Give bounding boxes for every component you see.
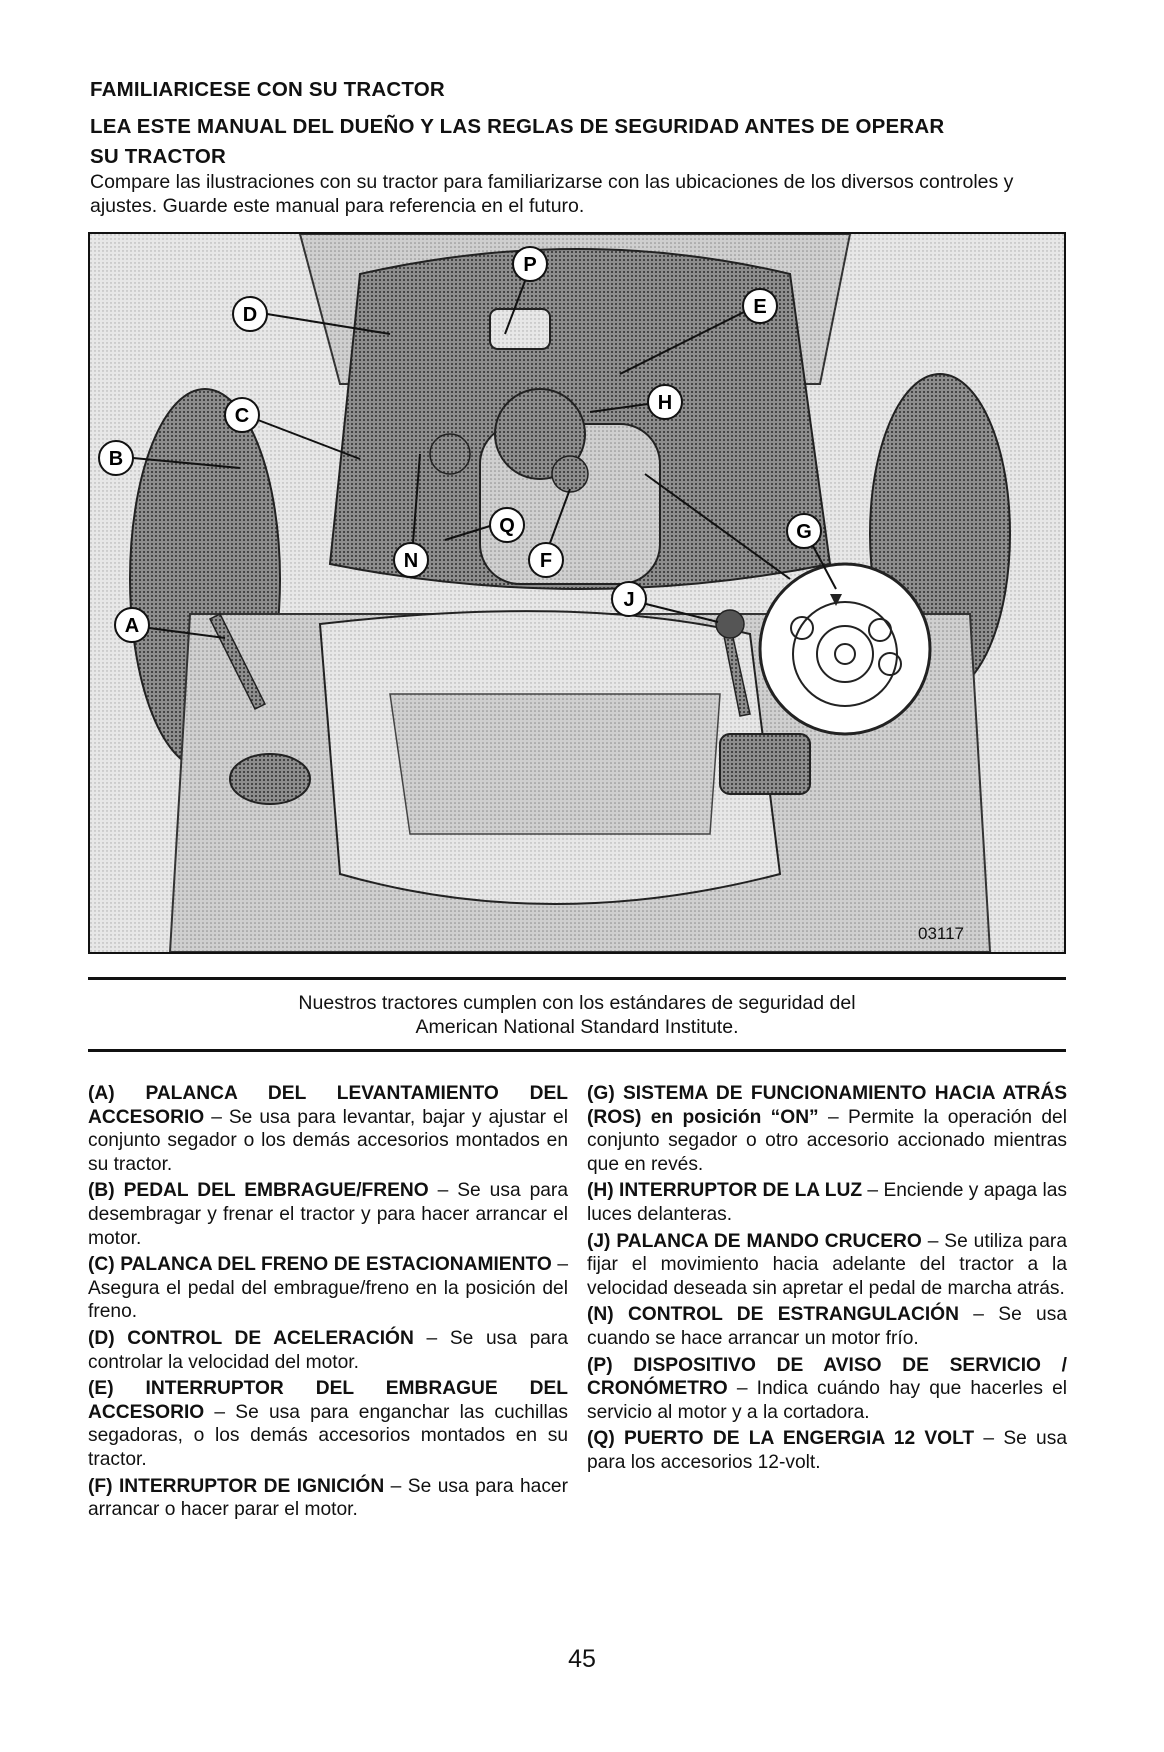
controls-list-left	[88, 1082, 568, 1525]
caption-line-1: Nuestros tractores cumplen con los estándares de seguridad del	[298, 992, 856, 1014]
svg-text:E: E	[753, 296, 767, 318]
page-title: FAMILIARICESE CON SU TRACTOR	[90, 78, 445, 101]
svg-text:C: C	[234, 405, 250, 427]
subtitle-line-2: SU TRACTOR	[90, 145, 227, 168]
control-item-n: (N) CONTROL DE ESTRANGULACIÓN – Se usa cuando se hace arrancar un motor frío.	[587, 1304, 1067, 1349]
control-item-h: (H) INTERRUPTOR DE LA LUZ – Enciende y apaga las luces delanteras.	[587, 1180, 1067, 1225]
control-item-j: (J) PALANCA DE MANDO CRUCERO – Se utiliza para fijar el movimiento hacia adelante del tractor a la velocidad deseada sin apretar el pedal de marcha atrás.	[587, 1230, 1067, 1299]
svg-text:B: B	[108, 448, 124, 470]
caption-rule-top	[88, 977, 1066, 980]
control-item-f: (F) INTERRUPTOR DE IGNICIÓN – Se usa para hacer arrancar o hacer parar el motor.	[88, 1475, 568, 1521]
svg-text:H: H	[657, 392, 673, 414]
control-item-e: (E) INTERRUPTOR DEL EMBRAGUE DEL ACCESORIO – Se usa para enganchar las cuchillas segadoras, o los demás accesorios montados en su tractor.	[88, 1378, 568, 1470]
svg-text:A: A	[124, 615, 140, 637]
caption-line-2: American National Standard Institute.	[415, 1016, 739, 1038]
svg-text:F: F	[539, 550, 553, 572]
control-item-b: (B) PEDAL DEL EMBRAGUE/FRENO – Se usa para desembragar y frenar el tractor y para hacer arrancar el motor.	[88, 1180, 568, 1249]
svg-text:Q: Q	[499, 515, 515, 537]
control-item-p: (P) DISPOSITIVO DE AVISO DE SERVICIO / CRONÓMETRO – Indica cuándo hay que hacerles el servicio al motor y a la cortadora.	[587, 1354, 1067, 1423]
control-item-d: (D) CONTROL DE ACELERACIÓN – Se usa para controlar la velocidad del motor.	[88, 1327, 568, 1373]
svg-text:N: N	[403, 550, 419, 572]
control-item-q: (Q) PUERTO DE LA ENGERGIA 12 VOLT – Se usa para los accesorios 12-volt.	[587, 1428, 1067, 1473]
svg-text:G: G	[796, 521, 812, 543]
tractor-dashboard-drawing	[90, 234, 1064, 952]
controls-list-right	[587, 1082, 1067, 1478]
safety-caption	[88, 991, 1066, 1039]
control-item-a: (A) PALANCA DEL LEVANTAMIENTO DEL ACCESORIO – Se usa para levantar, bajar y ajustar el conjunto segador o los demás accesorios montados en su tractor.	[88, 1083, 568, 1175]
control-item-c: (C) PALANCA DEL FRENO DE ESTACIONAMIENTO – Asegura el pedal del embrague/freno en la posición del freno.	[88, 1254, 568, 1323]
control-item-g: (G) SISTEMA DE FUNCIONAMIENTO HACIA ATRÁS (ROS) en posición “ON” – Permite la operación del conjunto segador o otro accesorio accionado mientras que en revés.	[587, 1083, 1067, 1175]
svg-text:P: P	[523, 254, 537, 276]
svg-text:J: J	[623, 589, 635, 611]
figure-number: 03117	[918, 924, 965, 943]
caption-rule-bottom	[88, 1049, 1066, 1052]
intro-paragraph: Compare las ilustraciones con su tractor para familiarizarse con las ubicaciones de los diversos controles y ajustes. Guarde este manual para referencia en el futuro.	[90, 171, 1014, 217]
tractor-controls-illustration	[88, 232, 1066, 954]
page-number: 45	[568, 1645, 596, 1673]
subtitle-line-1: LEA ESTE MANUAL DEL DUEÑO Y LAS REGLAS DE SEGURIDAD ANTES DE OPERAR	[90, 115, 945, 138]
svg-text:D: D	[242, 304, 258, 326]
